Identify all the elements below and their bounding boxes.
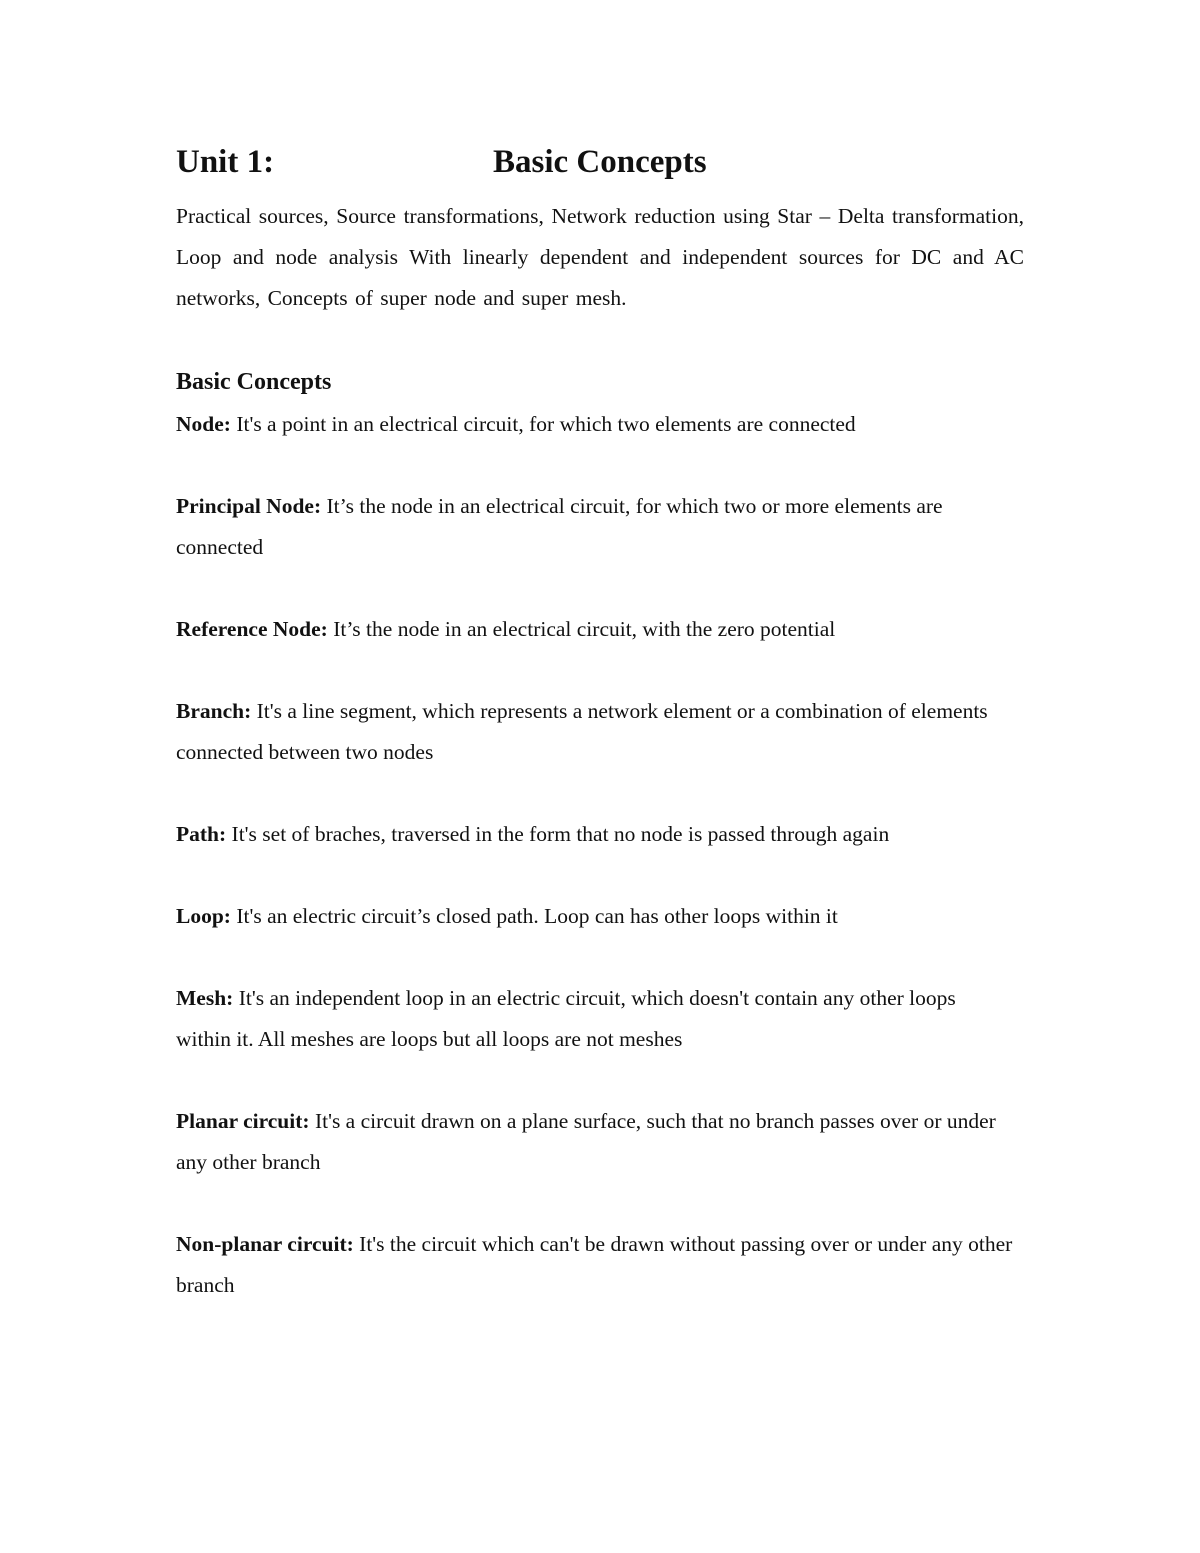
definition-branch bbox=[176, 691, 1016, 773]
definition-node bbox=[176, 404, 1016, 445]
definition-reference-node bbox=[176, 609, 1016, 650]
definition-term: Mesh: bbox=[176, 986, 234, 1010]
definition-text: It's a point in an electrical circuit, for which two elements are connected bbox=[236, 412, 856, 436]
definition-term: Node: bbox=[176, 412, 231, 436]
unit-title: Basic Concepts bbox=[493, 144, 707, 180]
definition-text: It's set of braches, traversed in the form that no node is passed through again bbox=[231, 822, 890, 846]
definition-mesh bbox=[176, 978, 1016, 1060]
definition-path bbox=[176, 814, 1016, 855]
definitions-list bbox=[176, 404, 1024, 1306]
definition-text: It's the circuit which can't be drawn without passing over or under any other branch bbox=[176, 1232, 1013, 1297]
definition-term: Branch: bbox=[176, 699, 252, 723]
unit-number: Unit 1: bbox=[176, 144, 275, 180]
definition-non-planar-circuit bbox=[176, 1224, 1016, 1306]
definition-text: It's an electric circuit’s closed path. Loop can has other loops within it bbox=[236, 904, 838, 928]
definition-text: It's an independent loop in an electric circuit, which doesn't contain any other loops within it. All meshes are loops but all loops are not meshes bbox=[176, 986, 956, 1051]
definition-term: Planar circuit: bbox=[176, 1109, 310, 1133]
definition-term: Path: bbox=[176, 822, 227, 846]
definition-text: It’s the node in an electrical circuit, for which two or more elements are connected bbox=[176, 494, 943, 559]
section-heading: Basic Concepts bbox=[176, 369, 332, 395]
definition-term: Non-planar circuit: bbox=[176, 1232, 354, 1256]
definition-term: Principal Node: bbox=[176, 494, 322, 518]
document-page bbox=[176, 140, 1024, 1347]
syllabus-paragraph: Practical sources, Source transformations, Network reduction using Star – Delta transformation, Loop and node analysis With linearly dependent and independent sources for DC and AC networks, Concepts of super node and super mesh. bbox=[176, 204, 1024, 310]
definition-text: It’s the node in an electrical circuit, with the zero potential bbox=[333, 617, 836, 641]
definition-loop bbox=[176, 896, 1016, 937]
definition-principal-node bbox=[176, 486, 1016, 568]
unit-heading bbox=[176, 140, 1024, 184]
definition-text: It's a circuit drawn on a plane surface, such that no branch passes over or under any other branch bbox=[176, 1109, 996, 1174]
definition-term: Loop: bbox=[176, 904, 231, 928]
definition-term: Reference Node: bbox=[176, 617, 328, 641]
definition-planar-circuit bbox=[176, 1101, 1016, 1183]
definition-text: It's a line segment, which represents a network element or a combination of elements connected between two nodes bbox=[176, 699, 988, 764]
